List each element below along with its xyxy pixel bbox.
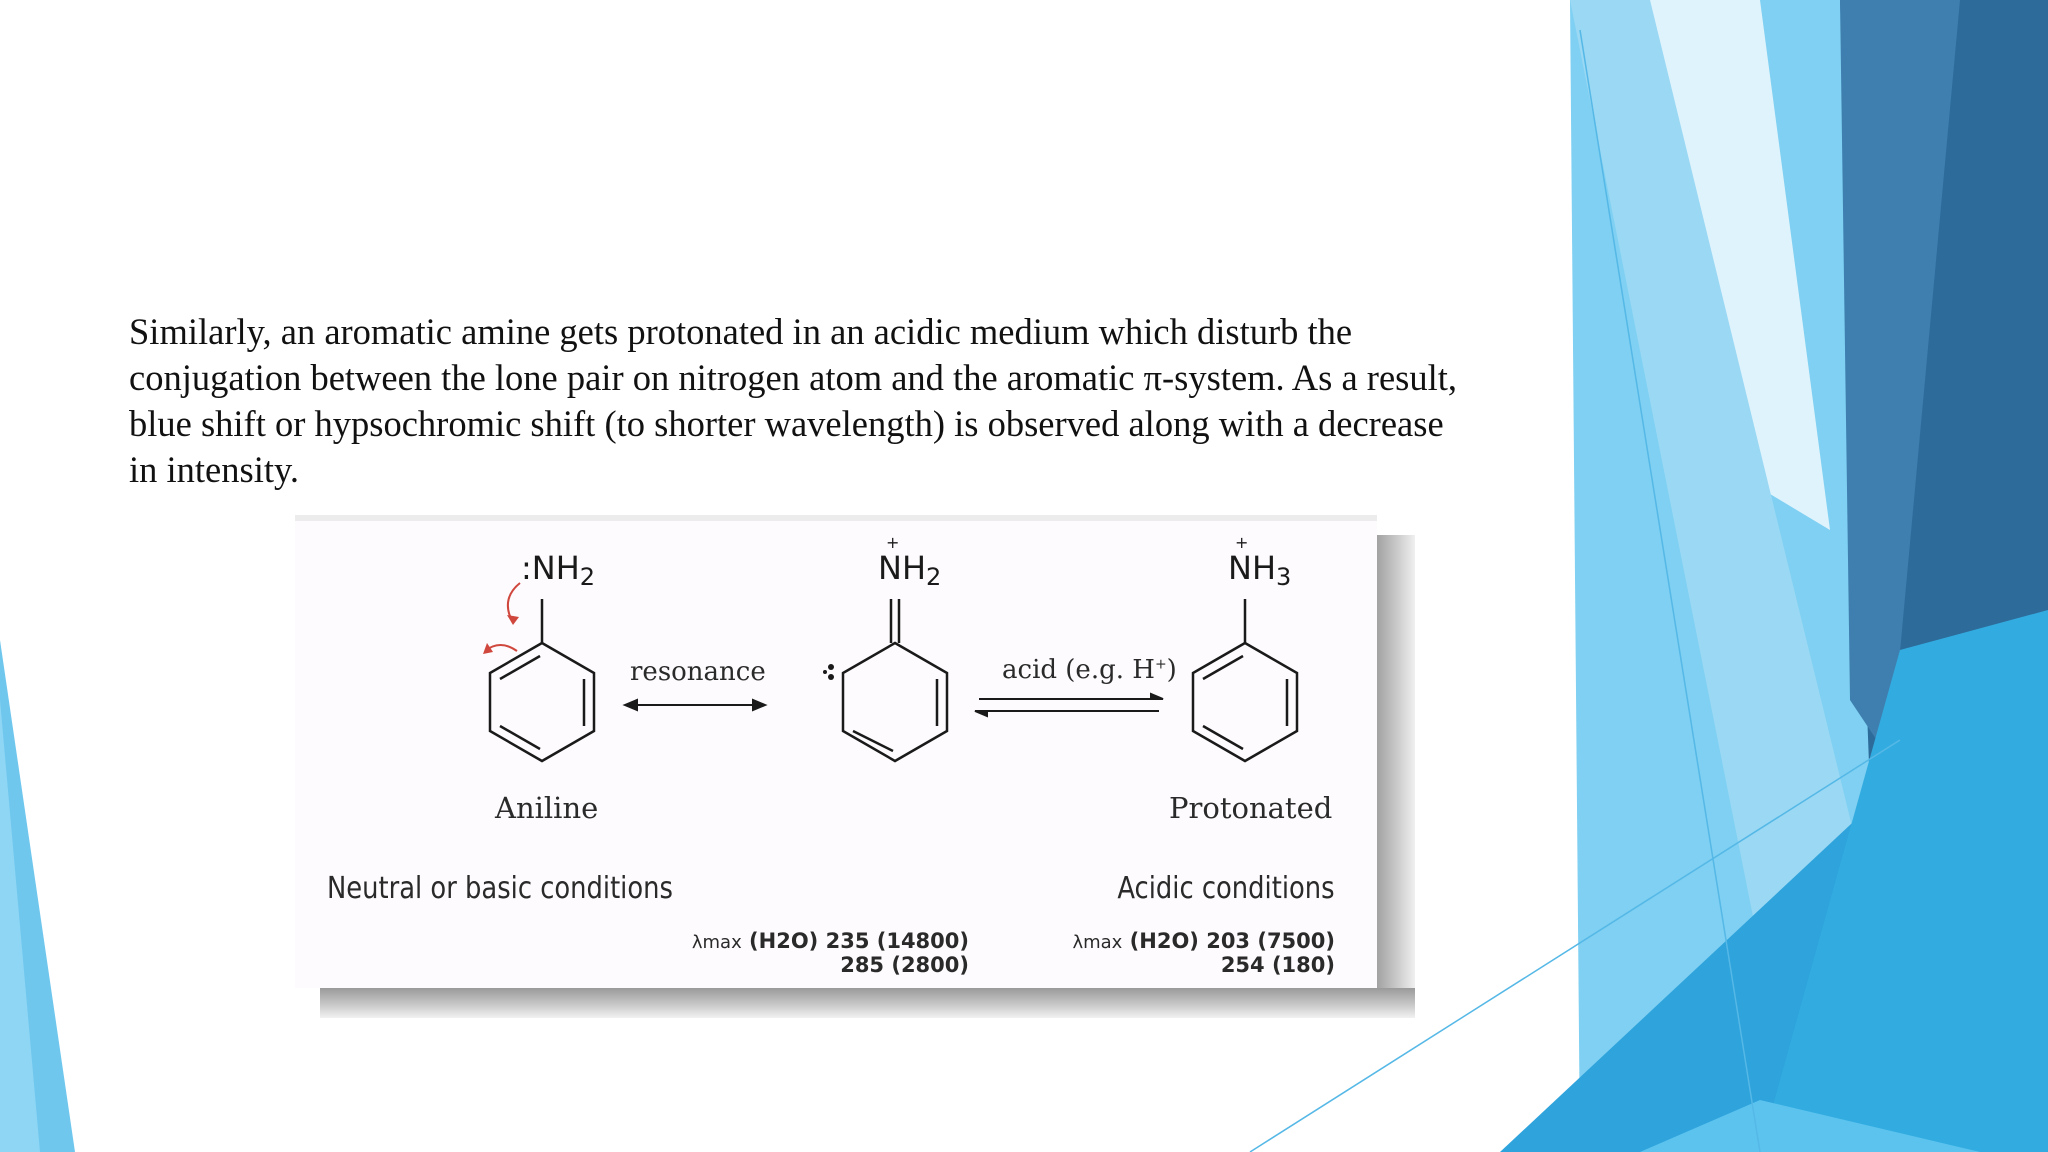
body-paragraph: [129, 309, 1569, 493]
lambda-max-symbol: λmax: [691, 932, 742, 953]
anilinium-data-value-1: (H2O) 203 (7500): [1129, 929, 1335, 953]
aniline-label: Aniline: [495, 791, 599, 825]
resonance-arrow-icon: [625, 700, 765, 710]
nh-text: NH: [531, 549, 580, 587]
iminium-group: [878, 549, 941, 591]
paragraph-line-4: in intensity.: [129, 449, 299, 490]
ammonium-group: [1228, 549, 1291, 591]
nh-text: NH: [878, 549, 926, 587]
paragraph-line-1: Similarly, an aromatic amine gets protonated in an acidic medium which disturb the: [129, 311, 1353, 352]
aniline-data-value-1: (H2O) 235 (14800): [749, 929, 969, 953]
neutral-condition-label: Neutral or basic conditions: [327, 871, 673, 906]
figure-panel: [295, 515, 1377, 988]
aniline-amino-group: [521, 549, 595, 591]
paragraph-line-2: conjugation between the lone pair on nitrogen atom and the aromatic π-system. As a result,: [129, 357, 1458, 398]
protonated-label: Protonated: [1169, 791, 1333, 825]
resonance-label: resonance: [630, 657, 766, 687]
subscript: 2: [579, 563, 596, 591]
arrowhead-icon: [507, 615, 519, 625]
lambda-max-symbol: λmax: [1072, 932, 1123, 953]
figure-shadow-right: [1373, 535, 1415, 1005]
aniline-data-line-1: [692, 929, 969, 953]
positive-charge-sign: +: [886, 533, 900, 552]
subscript: 2: [926, 563, 942, 591]
positive-charge-sign: +: [1235, 533, 1249, 552]
anilinium-absorption-data: [1072, 929, 1335, 977]
structure-drawing: [295, 521, 1377, 994]
lone-pair-dot-icon: [828, 674, 834, 680]
charge-dot-icon: [823, 670, 827, 674]
acid-label-close: ): [1166, 655, 1177, 685]
acid-label-text: acid (e.g. H: [1002, 655, 1155, 685]
aniline-data-line-2: 285 (2800): [840, 953, 969, 977]
anilinium-data-line-2: 254 (180): [1220, 953, 1335, 977]
aniline-ring: [490, 599, 594, 761]
lone-pair-symbol: :: [521, 549, 532, 587]
nh-text: NH: [1228, 549, 1276, 587]
iminium-ring: [843, 599, 947, 761]
lone-pair-dot-icon: [828, 664, 834, 670]
acid-label: [1002, 655, 1177, 685]
arrowhead-2-icon: [483, 643, 493, 654]
anilinium-ring: [1193, 599, 1297, 761]
acid-label-charge: +: [1154, 656, 1167, 673]
subscript: 3: [1276, 563, 1292, 591]
equilibrium-arrow-icon: [975, 694, 1163, 716]
anilinium-data-line-1: [1072, 929, 1335, 953]
aniline-protonation-figure: [295, 515, 1415, 1015]
paragraph-line-3: blue shift or hypsochromic shift (to shorter wavelength) is observed along with a decrease: [129, 403, 1444, 444]
acidic-condition-label: Acidic conditions: [1117, 871, 1335, 906]
aniline-absorption-data: [692, 929, 969, 977]
